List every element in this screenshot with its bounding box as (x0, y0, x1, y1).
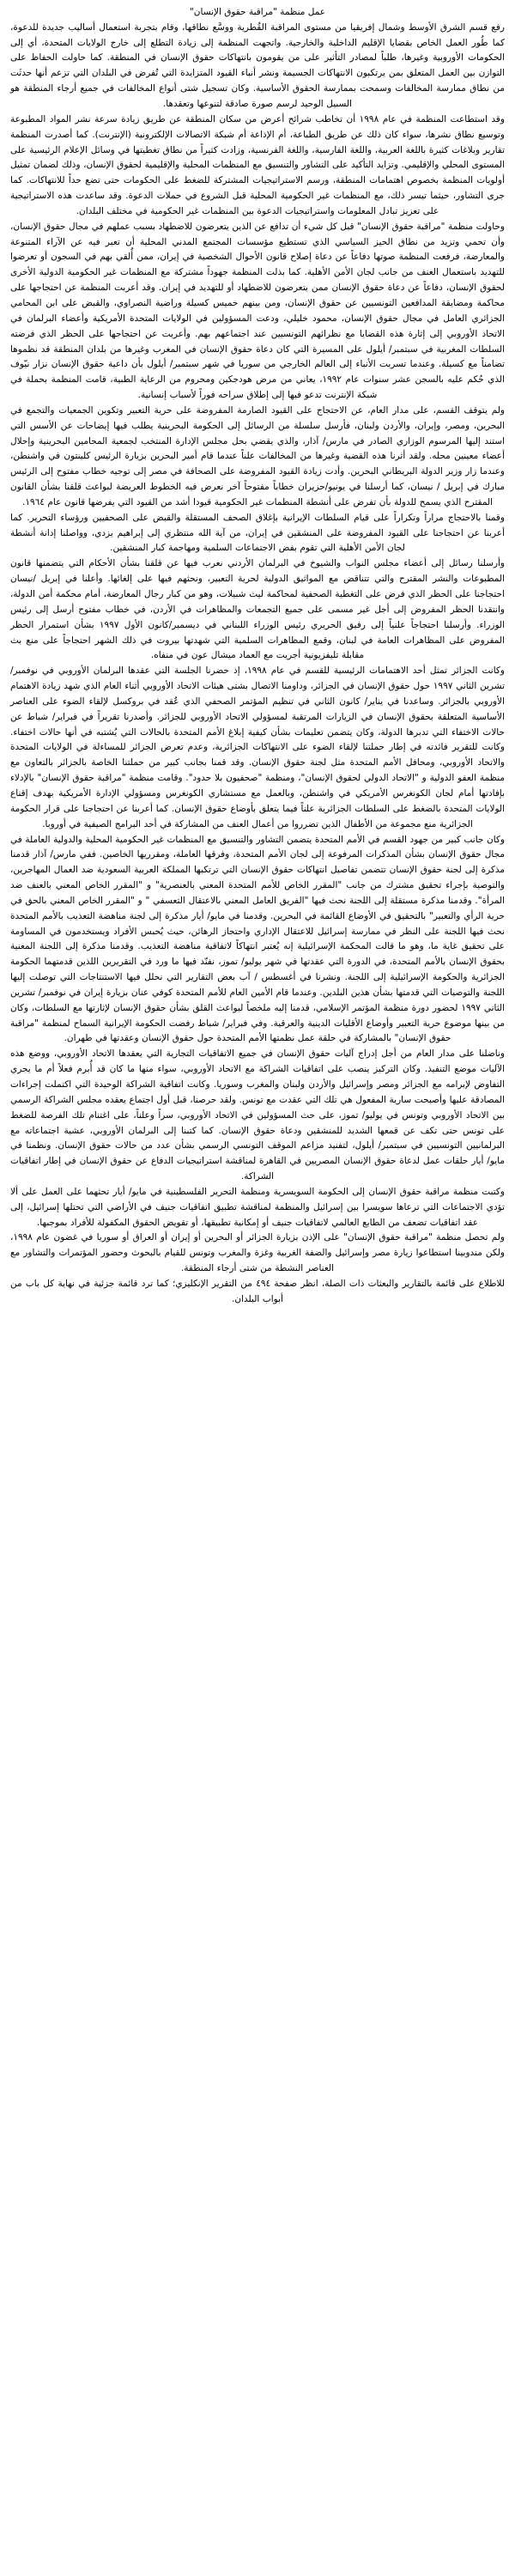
paragraph-10: وكتبت منظمة مراقبة حقوق الإنسان إلى الحكومة السويسرية ومنظمة التحرير الفلسطينية في مايو/ أيار تحثهما على العمل على ألا تؤدي الاجتماعات التي ترعاها سويسرا بين إسرائيل والمنظمة لمناقشة تطبيق اتفاقيات جنيف في الأراضي التي تحتلها إسرائيل، إلى عقد اتفاقيات تضعف من الطابع العالمي لاتفاقيات جنيف أو إمكانية تطبيقها، أو تقويض الحقوق المكفولة للأفراد بموجبها. (10, 1186, 505, 1228)
paragraph-9: وناضلنا على مدار العام من أجل إدراج آليات حقوق الإنسان في جميع الاتفاقيات التجارية التي يعقدها الاتحاد الأوروبي، ووضع هذه الآليات موضع التنفيذ. وكان التركيز ينصب على اتفاقيات الشراكة مع الاتحاد الأوروبي، سواء منها ما كان قد أُبرم فعلاً أم ما يجري التفاوض لإبرامه مع الجزائر ومصر وإسرائيل والأردن ولبنان والمغرب وسوريا. وكانت اتفاقية الشراكة الوحيدة التي اكتملت إجراءات المصادقة عليها وأصبحت سارية المفعول هي تلك التي عقدت مع تونس. ولقد حرصنا، قبل أول اجتماع يعقده مجلس الشراكة الرسمي بين الاتحاد الأوروبي وتونس في يوليو/ تموز، على حث المسؤولين في الاتحاد الأوروبي، سراً وعلناً، على اغتنام تلك الفرصة للضغط على تونس حتى تكف عن قمعها الشديد للمنشقين ودعاة حقوق الإنسان. كما كتبنا إلى البرلمان الأوروبي، عشية اجتماعاته مع البرلمانيين التونسيين في سبتمبر/ أيلول، لتفنيد مزاعم الموقف التونسي الرسمي بشأن عدد من حالات حقوق الإنسان. ونظمنا في مايو/ أيار حلقات عمل لدعاة حقوق الإنسان المصريين في القاهرة لمناقشة استراتيجيات الدفاع عن حقوق الإنسان في إطار اتفاقيات الشراكة. (10, 1048, 505, 1182)
paragraph-3: وحاولت منظمة "مراقبة حقوق الإنسان" قبل كل شيء أن تدافع عن الذين يتعرضون للاضطهاد بسبب عملهم في مجال حقوق الإنسان، وأن تحمي وتزيد من نطاق الحيز السياسي الذي تستطيع مؤسسات المجتمع المدني المحلية أن تعبر فيه عن الآراء المتنوعة والمعارضة، فرفعت المنظمة صوتها دفاعاً عن دعاة إصلاح قانون الأحوال الشخصية في إيران، ممن أُلقي بهم في السجون أو تعرضوا للتهديد باستعمال العنف من جانب لجان الأمن الأهلية. كما بذلت المنظمة جهوداً مشتركة مع المنظمات غير الحكومية الدولية الأخرى لحقوق الإنسان، دفاعاً عن دعاة حقوق الإنسان ممن يتعرضون للاضطهاد أو للتهديد في إيران. وقد أعربت المنظمة عن احتجاجها على محاكمة ومضايقة المدافعين التونسيين عن حقوق الإنسان، ومن بينهم خميس كسيلة وراضية النصراوي، والقبض على ابن المحامي الجزائري العامل في مجال حقوق الإنسان، محمود خليلي، ودعت المسؤولين في الولايات المتحدة الأمريكية وأعضاء البرلمان في الاتحاد الأوروبي إلى إثارة هذه القضايا مع نظرائهم التونسيين عند اجتماعهم بهم. وأعربت عن احتجاجها على الحظر الذي فرضته السلطات المغربية في سبتمبر/ أيلول على المسيرة التي كان دعاة حقوق الإنسان في المغرب وغيرها من بلدان المنطقة قد نظموها تضامناً مع كسيلة. وعندما تسربت الأنباء إلى العالم الخارجي من سوريا في شهر سبتمبر/ أيلول بأن داعية حقوق الإنسان نزار نيّوف الذي حُكم عليه بالسجن عشر سنوات عام ١٩٩٢، يعاني من مرض هودجكين ومحروم من الرعاية الطبية، قامت المنظمة بحملة في شبكة الإنترنت تدعو فيها إلى إطلاق سراحه فوراً لأسباب إنسانية. (10, 221, 505, 401)
paragraph-6: وأرسلنا رسائل إلى أعضاء مجلس النواب والشيوخ في البرلمان الأردني نعرب فيها عن قلقنا بشأن الأحكام التي يتضمنها قانون المطبوعات والنشر المقترح والتي تتناقض مع المواثيق الدولية لحرية التعبير، ونحثهم فيها على إلغائها. وأعلنا في إبريل /نيسان احتجاجنا على الحظر الذي فرض على التغطية الصحفية لمحاكمة ليث شبيلات، وهو من كبار رجال المعارضة، أمام محكمة أمن الدولة، وانتقدنا الحظر المفروض إلى أجل غير مسمى على جميع التجمعات والمظاهرات في الأردن، في خطاب مفتوح أرسل إلى رئيس الوزراء. وأرسلنا احتجاجاً علنياً إلى رفيق الحريري رئيس الوزراء اللبناني في ديسمبر/كانون الأول ١٩٩٧ بشأن استمرار الحظر المفروض على المظاهرات العامة في لبنان، وقمع المظاهرات السلمية التي شهدتها بيروت في ذلك الشهر احتجاجاً على منع بث مقابلة تليفزيونية أجريت مع العماد ميشال عون في منفاه. (10, 558, 505, 661)
paragraph-5: وقمنا بالاحتجاج مراراً وتكراراً على قيام السلطات الإيرانية بإغلاق الصحف المستقلة والقبض على الصحفيين ورؤساء التحرير. كما أعربنا عن احتجاجنا على القيود المفروضة على المنشقين في إيران، من آية الله منتظري إلى إبراهيم يزدي، وواصلنا إدانة أنشطة لجان الأمن الأهلية التي تقوم بفض الاجتماعات السلمية ومهاجمة كبار المنشقين. (10, 512, 505, 554)
paragraph-11: ولم تحصل منظمة "مراقبة حقوق الإنسان" على الإذن بزيارة الجزائر أو البحرين أو إيران أو العراق أو سوريا في غضون عام ١٩٩٨، ولكن مندوبينا استطاعوا زيارة مصر وإسرائيل والضفة الغربية وغزة والمغرب وتونس للقيام بالبحوث وحضور المؤتمرات والتشاور مع العناصر النشطة من شتى أرجاء المنطقة. (10, 1232, 505, 1274)
paragraph-1: رفع قسم الشرق الأوسط وشمال إفريقيا من مستوى المراقبة القُطرية ووسَّع نطاقها، وقام بتجربة استعمال أساليب جديدة للدعوة، كما طُور العمل الخاص بقضايا الإقليم الداخلية والخارجية. واتجهت المنظمة إلى زيادة التطلع إلى خارج الولايات المتحدة، أي إلى الحكومات الأوروبية وغيرها، طلباً لمصادر التأثير على من يقومون بانتهاكات حقوق الإنسان في المنطقة. كما حاولت الحفاظ على التوازن بين العمل المتعلق بمن يرتكبون الانتهاكات الجسيمة ونشر أنباء القيود المتزايدة التي تُفرض في البلدان التي تزعم أنها حدثَت من نطاق ممارسة المخالفات وسمحت بممارسة الحقوق الأساسية. وكان تسجيل شتى أنواع المخالفات في جميع أرجاء المنطقة هو السبيل الوحيد لرسم صورة صادقة لتنوعها وتعقدها. (10, 21, 505, 110)
paragraph-2: وقد استطاعت المنظمة في عام ١٩٩٨ أن تخاطب شرائح أعرض من سكان المنطقة عن طريق زيادة سرعة نشر المواد المطبوعة وتوسيع نطاق نشرها، سواء كان ذلك عن طريق الطباعة، أم الإذاعة أم شبكة الاتصالات الإلكترونية (الإنترنت). كما أصدرت المنظمة تقارير وبلاغات كثيرة باللغة العربية، واللغة الفارسية، واللغة الفرنسية، وزادت كثيراً من نطاق تغطيتها في وسائل الإعلام الرئيسية على المستوى المحلي والإقليمي. وتزايد التأكيد على التشاور والتنسيق مع المنظمات المحلية والإقليمية لحقوق الإنسان، وذلك لضمان تمثيل أولويات المنظمة بخصوص اهتمامات المنطقة، ورسم الاستراتيجيات المشتركة للضغط على الحكومات حتى تضع حداً للانتهاكات. كما جرى التشاور، حيثما تيسر ذلك، مع المنظمات غير الحكومية المحلية قبل الشروع في حملات الدعوة. وقد ساعدت هذه الاستراتيجية على تعزيز تبادل المعلومات واستراتيجيات الدعوة بين المنظمات غير الحكومية في مختلف البلدان. (10, 113, 506, 216)
paragraph-7: وكانت الجزائر تمثل أحد الاهتمامات الرئيسية للقسم في عام ١٩٩٨، إذ حضرنا الجلسة التي عقدها البرلمان الأوروبي في نوفمبر/تشرين الثاني ١٩٩٧ حول حقوق الإنسان في الجزائر، وداومنا الاتصال بشتى هيئات الاتحاد الأوروبي أثناء العام الذي شهد زيادة الاهتمام الأوروبي بالجزائر. وساعدنا في يناير/ كانون الثاني في تنظيم المؤتمر الصحفي الذي عُقد في بروكسل لإلقاء الضوء على العناصر الأساسية المتعلقة بحقوق الإنسان في الزيارات المرتقبة لمسؤولي الاتحاد الأوروبي للجزائر. وأصدرنا تقريراً في فبراير/ شباط عن حالات الاختفاء التي تدبرها الدولة، وكان يتضمن تعليمات بشأن كيفية إبلاغ الأمم المتحدة بالحالات التي يُشتبه في أنها حالات اختفاء. وكانت للتقرير فائدته في إطار حملتنا لإلقاء الضوء على الانتهاكات الجزائرية، وعدم تعرض الجزائر للمساءلة في الولايات المتحدة والاتحاد الأوروبي، ومحافل الأمم المتحدة مثل لجنة حقوق الإنسان. وقد قمنا بجانب كبير من حملتنا الخاصة بالجزائر بالتعاون مع منظمة العفو الدولية و "الاتحاد الدولي لحقوق الإنسان"، ومنظمة "صحفيون بلا حدود". وقامت منظمة "مراقبة حقوق الإنسان" بالإدلاء بإفادتها أمام لجان الكونغرس الأمريكي في واشنطن، وبالعمل مع مستشاري الكونغرس ومسؤولي الإدارة الأمريكية بهدف إقناع الولايات المتحدة بالضغط على السلطات الجزائرية علناً فيما يتعلق بأوضاع حقوق الإنسان. كما أعربنا عن احتجاجنا على قرار الحكومة الجزائرية منع مجموعة من الأطفال الذين تضرروا من أعمال العنف من المشاركة في أحد البرامج الصيفية في أوروبا. (10, 665, 505, 829)
paragraph-4: ولم يتوقف القسم، على مدار العام، عن الاحتجاج على القيود الصارمة المفروضة على حرية التعبير وتكوين الجمعيات والتجمع في البحرين، ومصر، وإيران، والأردن ولبنان، فأرسل سلسلة من الرسائل إلى الحكومة البحرينية يطلب فيها إيضاحات عن الأسس التي استند إليها المرسوم الوزاري الصادر في مارس/ آذار، والذي يقضي بحل مجلس الإدارة المنتخب لجمعية المحامين البحرينية وإحلال أعضاء معينين محله. ولقد أثرنا هذه القضية وغيرها من المخالفات علناً عندما قام أمير البحرين بزيارة الرئيس كلينتون في واشنطن، وعندما زار وزير الدولة البريطاني البحرين. وأدت زيادة القيود المفروضة على الصحافة في مصر إلى توجيه خطاب مفتوح إلى الرئيس مبارك في إبريل / نيسان، كما أرسلنا في يونيو/حزيران خطاباً مفتوحاً آخر نعرض فيه الخطوط العريضة لبواعث قلقنا بشأن القانون المقترح الذي يسمح للدولة بأن تفرض على أنشطة المنظمات غير الحكومية قيودا أشد من القيود التي يفرضها قانون عام ١٩٦٤. (10, 404, 505, 507)
page-title: عمل منظمة "مراقبة حقوق الإنسان" (189, 7, 326, 17)
paragraph-8: وكان جانب كبير من جهود القسم في الأمم المتحدة يتضمن التشاور والتنسيق مع المنظمات غير الحكومية المحلية والدولية العاملة في مجال حقوق الإنسان بشأن المذكرات المرفوعة إلى لجان الأمم المتحدة، وفرقها العاملة، ومقرريها الخاصين. ففي مارس/ آذار قدمنا مذكرة إلى لجنة حقوق الإنسان تتضمن تفاصيل انتهاكات حقوق الإنسان التي ترتكبها المملكة العربية السعودية ضد العمال المهاجرين، والتوصية بإجراء تحقيق مشترك من جانب "المقرر الخاص للأمم المتحدة المعني بالعنصرية" و "المقرر الخاص المعني بالعنف ضد المرأة". وقدمنا مذكرة مستقلة إلى اللجنة نحث فيها "الفريق العامل المعني بالاعتقال التعسفي " و "المقرر الخاص المعني بالحق في حرية الرأي والتعبير" بالتحقيق في الأوضاع القائمة في البحرين. وقدمنا في مايو/ أيار مذكرة إلى لجنة مناهضة التعذيب بالأمم المتحدة نحث فيها اللجنة على النظر في ممارسة إسرائيل للاعتقال الإداري واحتجاز الرهائن، حيث يُحبس الأفراد ويستخدمون في المساومة على تحقيق غاية ما، وهو ما قالت المحكمة الإسرائيلية إنه يُعتبر انتهاكاً لاتفاقية مناهضة التعذيب. وقدمنا مذكرة إلى اللجنة المعنية بحقوق الإنسان بالأمم المتحدة، في الدورة التي عقدتها في شهر يوليو/ تموز، نفنّد فيها ما ورد في التقريرين اللذين قدمتهما الحكومة الجزائرية والحكومة الإسرائيلية إلى اللجنة. ونشرنا في أغسطس / آب بعض التقارير التي نحلل فيها الاستنتاجات التي توصلت إليها اللجنة والتوصيات التي قدمتها بشأن هذين البلدين. وعندما قام الأمين العام للأمم المتحدة كوفي عنان بزيارة إيران في نوفمبر/ تشرين الثاني ١٩٩٧ لحضور دورة منظمة المؤتمر الإسلامي، قدمنا إليه ملخصاً لبواعث القلق بشأن حقوق الإنسان لإثارتها مع السلطات، وكان من بينها موضوع حرية التعبير وأوضاع الأقليات الدينية والعرقية. وفي فبراير/ شباط رفضت الحكومة الإيرانية السماح لمنظمة "مراقبة حقوق الإنسان" بالمشاركة في حلقة عمل نظمتها الأمم المتحدة حول حقوق الإنسان وعقدتها في طهران. (10, 834, 505, 1044)
paragraph-12-reference-note: للاطلاع على قائمة بالتقارير والبعثات ذات الصلة، انظر صفحة ٤٩٤ من التقرير الإنكليزي؛ كما ترد قائمة جزئية في نهاية كل باب من أبواب البلدان. (10, 1278, 505, 1304)
